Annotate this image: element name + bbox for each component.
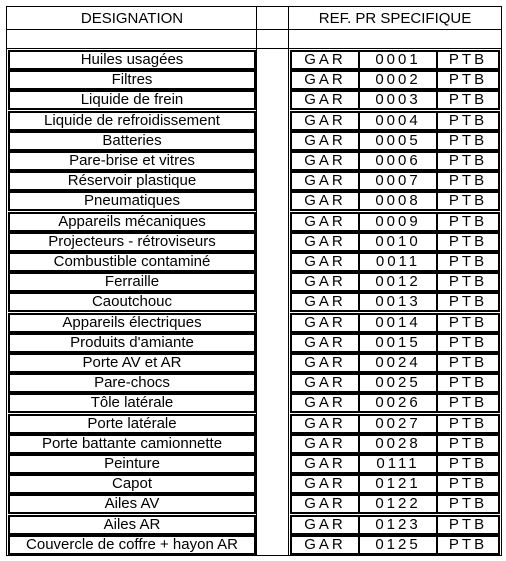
ref-prefix: GAR (292, 92, 360, 108)
ref-cell (290, 171, 500, 191)
ref-cell (290, 212, 500, 232)
ref-code: 0014 (360, 315, 438, 331)
ref-cell (290, 494, 500, 514)
ref-prefix: GAR (292, 416, 360, 432)
ref-prefix: GAR (292, 52, 360, 68)
ref-header: REF. PR SPECIFIQUE (318, 10, 472, 27)
ref-code: 0125 (360, 537, 438, 553)
ref-cell (290, 535, 500, 555)
ref-cell (290, 90, 500, 110)
ref-code: 0010 (360, 234, 438, 250)
ref-code: 0015 (360, 335, 438, 351)
ref-code: 0008 (360, 193, 438, 209)
ref-cell (290, 454, 500, 474)
ref-suffix: PTB (448, 172, 488, 189)
ref-cell (290, 111, 500, 131)
ref-cell (290, 50, 500, 70)
ref-code: 0028 (360, 436, 438, 452)
ref-code: 0123 (360, 517, 438, 533)
ref-code: 0003 (360, 92, 438, 108)
ref-suffix: PTB (448, 71, 488, 88)
ref-suffix: PTB (448, 51, 488, 68)
designation-cell: Liquide de frein (8, 90, 256, 110)
ref-prefix: GAR (292, 456, 360, 472)
ref-code: 0122 (360, 496, 438, 512)
ref-suffix: PTB (448, 516, 488, 533)
ref-cell (290, 333, 500, 353)
ref-suffix: PTB (448, 273, 488, 290)
ref-prefix: GAR (292, 214, 360, 230)
ref-cell (290, 151, 500, 171)
designation-cell: Caoutchouc (8, 292, 256, 312)
designation-cell: Capot (8, 474, 256, 494)
ref-suffix: PTB (448, 374, 488, 391)
ref-suffix: PTB (448, 192, 488, 209)
designation-cell: Appareils électriques (8, 313, 256, 333)
designation-cell: Appareils mécaniques (8, 212, 256, 232)
ref-prefix: GAR (292, 153, 360, 169)
ref-cell (290, 313, 500, 333)
ref-prefix: GAR (292, 355, 360, 371)
ref-prefix: GAR (292, 234, 360, 250)
ref-prefix: GAR (292, 375, 360, 391)
ref-code: 0006 (360, 153, 438, 169)
ref-prefix: GAR (292, 113, 360, 129)
ref-cell (290, 131, 500, 151)
ref-cell (290, 393, 500, 413)
designation-cell: Pare-chocs (8, 373, 256, 393)
ref-cell (290, 474, 500, 494)
ref-suffix: PTB (448, 112, 488, 129)
ref-suffix: PTB (448, 334, 488, 351)
ref-suffix: PTB (448, 455, 488, 472)
designation-cell: Pare-brise et vitres (8, 151, 256, 171)
ref-suffix: PTB (448, 91, 488, 108)
ref-prefix: GAR (292, 193, 360, 209)
ref-cell (290, 515, 500, 535)
ref-code: 0002 (360, 72, 438, 88)
ref-prefix: GAR (292, 72, 360, 88)
ref-code: 0004 (360, 113, 438, 129)
designation-cell: Ailes AR (8, 515, 256, 535)
ref-prefix: GAR (292, 335, 360, 351)
ref-suffix: PTB (448, 253, 488, 270)
ref-code: 0012 (360, 274, 438, 290)
ref-prefix: GAR (292, 315, 360, 331)
ref-prefix: GAR (292, 496, 360, 512)
ref-cell (290, 191, 500, 211)
designation-cell: Pneumatiques (8, 191, 256, 211)
designation-cell: Porte latérale (8, 414, 256, 434)
ref-cell (290, 434, 500, 454)
designation-cell: Liquide de refroidissement (8, 111, 256, 131)
designation-cell: Batteries (8, 131, 256, 151)
ref-suffix: PTB (448, 495, 488, 512)
designation-cell: Réservoir plastique (8, 171, 256, 191)
designation-cell: Filtres (8, 70, 256, 90)
ref-cell (290, 70, 500, 90)
designation-cell: Ailes AV (8, 494, 256, 514)
ref-suffix: PTB (448, 314, 488, 331)
ref-code: 0026 (360, 395, 438, 411)
ref-code: 0111 (360, 456, 438, 472)
ref-cell (290, 252, 500, 272)
ref-suffix: PTB (448, 354, 488, 371)
designation-cell: Porte AV et AR (8, 353, 256, 373)
designation-cell: Produits d'amiante (8, 333, 256, 353)
ref-code: 0009 (360, 214, 438, 230)
ref-suffix: PTB (448, 475, 488, 492)
ref-code: 0013 (360, 294, 438, 310)
column-gap (256, 6, 289, 556)
ref-code: 0001 (360, 52, 438, 68)
ref-cell (290, 353, 500, 373)
ref-prefix: GAR (292, 436, 360, 452)
ref-code: 0025 (360, 375, 438, 391)
ref-code: 0024 (360, 355, 438, 371)
ref-code: 0027 (360, 416, 438, 432)
ref-prefix: GAR (292, 476, 360, 492)
ref-cell (290, 373, 500, 393)
ref-suffix: PTB (448, 435, 488, 452)
designation-header: DESIGNATION (80, 10, 184, 27)
designation-cell: Porte battante camionnette (8, 434, 256, 454)
designation-cell: Couvercle de coffre + hayon AR (8, 535, 256, 555)
designation-cell: Combustible contaminé (8, 252, 256, 272)
ref-code: 0005 (360, 133, 438, 149)
ref-suffix: PTB (448, 394, 488, 411)
ref-code: 0011 (360, 254, 438, 270)
ref-suffix: PTB (448, 152, 488, 169)
ref-cell (290, 272, 500, 292)
ref-prefix: GAR (292, 517, 360, 533)
designation-cell: Huiles usagées (8, 50, 256, 70)
ref-prefix: GAR (292, 537, 360, 553)
designation-cell: Peinture (8, 454, 256, 474)
ref-code: 0121 (360, 476, 438, 492)
ref-cell (290, 292, 500, 312)
ref-suffix: PTB (448, 213, 488, 230)
ref-cell (290, 414, 500, 434)
designation-cell: Projecteurs - rétroviseurs (8, 232, 256, 252)
ref-code: 0007 (360, 173, 438, 189)
ref-prefix: GAR (292, 395, 360, 411)
ref-prefix: GAR (292, 294, 360, 310)
ref-suffix: PTB (448, 132, 488, 149)
designation-cell: Tôle latérale (8, 393, 256, 413)
ref-prefix: GAR (292, 274, 360, 290)
ref-cell (290, 232, 500, 252)
ref-prefix: GAR (292, 133, 360, 149)
ref-suffix: PTB (448, 233, 488, 250)
ref-suffix: PTB (448, 415, 488, 432)
blank-row-divider (6, 48, 502, 49)
ref-prefix: GAR (292, 254, 360, 270)
ref-suffix: PTB (448, 536, 488, 553)
designation-cell: Ferraille (8, 272, 256, 292)
ref-prefix: GAR (292, 173, 360, 189)
ref-suffix: PTB (448, 293, 488, 310)
